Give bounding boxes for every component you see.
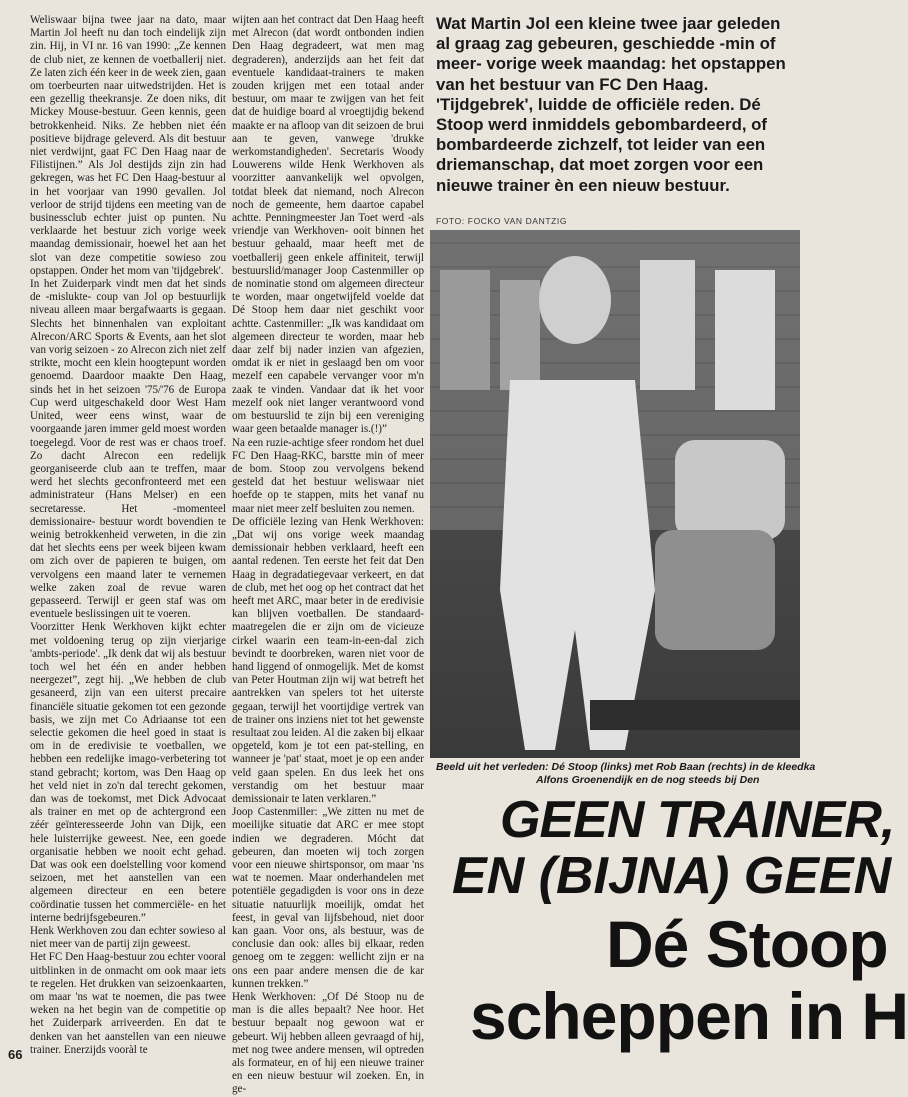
bench — [590, 700, 800, 730]
col1-paragraph-1: Weliswaar bijna twee jaar na dato, maar Martin Jol heeft nu dan toch eindelijk zijn zin. Hij, in VI nr. 16 van 1990: „Ze kennen de club niet, ze kennen de voetballerij niet. Ze laten zich één keer in de week zien, gaan om toerbeurten naar uitwedstrijden. Het is een gezellig theekransje. Ze doen niks, dit Mickey Mouse-bestuur. Geen kennis, geen betrokkenheid. Niks. Ze hebben niet één positieve bijdrage geleverd. Als dit bestuur niet verdwijnt, gaat FC Den Haag naar de Filistijnen.” Als Jol destijds zijn zin had gekregen, was het FC Den Haag-bestuur al in het voorjaar van 1990 gevallen. Jol verloor de strijd tijdens een meeting van de businessclub echter juist op punten. Nu verklaarde het bestuur zich vorige week maandag demissionair, hoewel het aan het slot van deze competitie sowieso zou opstappen. Onder het mom van 'tijdgebrek'. — [30, 14, 226, 277]
photo-caption — [436, 761, 816, 787]
headline-line-1: GEEN TRAINER, — [500, 791, 895, 849]
col1-paragraph-3: Voorzitter Henk Werkhoven kijkt echter met voldoening terug op zijn vierjarige 'ambts-periode'. „Ik denk dat wij als bestuur toch wel het één en ander hebben neergezet”, zegt hij. „We hebben de club gesaneerd, zijn van een uiterst precaire financiële situatie gekomen tot een gezonde basis, we zijn met Co Adriaanse tot een selectie gekomen die heel goed in staat is om in de eredivisie te voetballen, we hebben een redelijke imago-verbetering tot stand gebracht; kortom, was Den Haag op het veld niet in zo'n dal terecht gekomen, dan was de toekomst, met Dick Advocaat als trainer en met op de achtergrond een zéér geïnteresseerde John van Dijk, een hele luisterrijke geweest. Nee, een goede organisatie hebben we nooit echt gehad. Dat was ook een doelstelling voor komend seizoen, met het aanstellen van een algemeen directeur en een betere coördinatie tussen het commerciële- en het interne bedrijfsgebeuren.” — [30, 621, 226, 924]
col2-paragraph-2: Na een ruzie-achtige sfeer rondom het duel FC Den Haag-RKC, barstte min of meer de bom. Stoop zou vervolgens bekend gesteld dat het bestuur weliswaar niet hoefde op te stappen, mits het vanaf nu maar niet meer zelf besluiten zou nemen. — [232, 436, 424, 515]
col1-paragraph-4: Henk Werkhoven zou dan echter sowieso al niet meer van de partij zijn geweest. — [30, 925, 226, 951]
hanging-shirt-3 — [640, 260, 695, 390]
caption-line-2: Alfons Groenendijk en de nog steeds bij Den — [536, 774, 760, 786]
hanging-shirt-2 — [500, 280, 540, 390]
hanging-shirt-4 — [715, 270, 775, 410]
photo-credit: FOTO: FOCKO VAN DANTZIG — [436, 216, 568, 226]
locker-room-photo — [430, 230, 800, 758]
player-1 — [675, 440, 785, 540]
player-2 — [655, 530, 775, 650]
article-column-1 — [30, 14, 226, 1056]
article-column-2 — [232, 14, 424, 1096]
col2-paragraph-1: wijten aan het contract dat Den Haag heeft met Alrecon (dat wordt ontbonden indien Den Haag degradeert, wat men mag degraderen), anderzijds aan het feit dat eventuele kandidaat-trainers te maken zouden krijgen met een totaal ander bestuur, om maar te zwijgen van het feit dat de huidige board al vroegtijdig bekend maakte er na afloop van dit seizoen de brui aan te geven, vanwege 'drukke werkomstandigheden'. Secretaris Woody Louwerens wilde Henk Werkhoven als voorzitter aanvankelijk wel opvolgen, totdat bleek dat niemand, noch Alrecon noch de gemeente, hem daartoe capabel achtte. Penningmeester Jan Toet werd -als vriendje van Werkhoven- ooit binnen het bestuur gehaald, maar heeft met de voetballerij geen enkele affiniteit, terwijl bestuurslid/manager Joop Castenmiller op de nominatie stond om algemeen directeur te worden, maar ongetwijfeld voelde dat Dé Stoop hem daar niet geschikt voor achtte. Castenmiller: „Ik was kandidaat om algemeen directeur te worden, maar heb daar zelf bij nader inzien van afgezien, omdat ik er niet in geslaagd ben om voor mezelf een capabele vervanger voor m'n zaak te vinden. Vandaar dat ik het voor mezelf ook niet langer verantwoord vond om bestuurslid te zijn bij een vereniging waar geen betaalde manager is.(!)” — [232, 14, 424, 436]
headline-line-4: scheppen in H — [470, 979, 908, 1053]
photo-illustration — [430, 230, 800, 758]
caption-line-1: Beeld uit het verleden: Dé Stoop (links) met Rob Baan (rechts) in de kleedka — [436, 761, 816, 773]
page-number: 66 — [8, 1047, 23, 1062]
headline-line-2: EN (BIJNA) GEEN — [452, 847, 892, 905]
col2-paragraph-3: De officiële lezing van Henk Werkhoven: „Dat wij ons vorige week maandag demissionair hebben verklaard, heeft een aantal redenen. Ten eerste het feit dat Den Haag in degradatiegevaar verkeert, en dat de club, met het oog op het contract dat het heeft met ARC, maar beter in de eredivisie kan blijven voetballen. De standaard-maatregelen die er zijn om de vicieuze cirkel waarin een team-in-een-dal zich bevindt te doorbreken, waren niet voor de hand liggend of onmogelijk. Met de komst van Peter Houtman zijn wij wat betreft het aantrekken van spelers tot het uiterste gegaan, terwijl het voortijdige vertrek van de trainer ons inziens niet tot het gewenste resultaat zou leiden. Al die zaken bij elkaar opgeteld, kom je tot een pat-stelling, en wanneer je 'pat' staat, moet je op een ander veld gaan spelen. En dus leek het ons verstandig om het bestuur maar demissionair te laten verklaren.” — [232, 515, 424, 805]
col1-paragraph-2: In het Zuiderpark vindt men dat het sinds de -mislukte- coup van Jol op bestuurlijk niveau alleen maar bergafwaarts is gegaan. Slechts het binnenhalen van exploitant Alrecon/ARC Sports & Events, aan het slot van vorig seizoen - zo Alrecon zich niet zelf strikte, mocht een klein hoogtepunt worden genoemd. Daardoor maakte Den Haag, sinds het in het seizoen '75/'76 de Europa Cup werd uitgeschakeld door West Ham United, weer eens winst, waar de voorgaande jaren immer geld moest worden toegelegd. Voor de rest was er chaos troef. Zo dacht Alrecon een redelijk georganiseerde club aan te treffen, maar werd het slechts geconfronteerd met een administrateur (Hans Melser) en een secretaresse. Het -momenteel demissionaire- bestuur wordt bovendien te weinig betrokkenheid verweten, in die zin dat het slechts eens per week bijeen kwam om zich over de papieren te buigen, om vervolgens een maand later te vernemen welke zaken zoal de revue waren gepasseerd. Terwijl er geen staf was om eventuele beslissingen uit te voeren. — [30, 278, 226, 621]
headline-line-3: Dé Stoop — [606, 907, 888, 981]
man-head — [539, 256, 611, 344]
intro-lead: Wat Martin Jol een kleine twee jaar geleden al graag zag gebeuren, geschiedde -min of meer- vorige week maandag: het opstappen van het bestuur van FC Den Haag. 'Tijdgebrek', luidde de officiële reden. Dé Stoop werd inmiddels gebombardeerd, of bombardeerde zichzelf, tot leider van een driemanschap, dat moet zorgen voor een nieuwe trainer èn een nieuw bestuur. — [436, 14, 786, 195]
col2-paragraph-4: Joop Castenmiller: „We zitten nu met de moeilijke situatie dat ARC er mee stopt indien we degraderen. Mócht dat gebeuren, dan moeten wij toch zorgen voor een nieuwe shirtsponsor, om maar 'ns wat te noemen. Maar onderhandelen met potentiële gegadigden is voor ons in deze situatie natuurlijk moeilijk, omdat het feest, in geval van lijfsbehoud, niet door kan gaan. Voor ons, als bestuur, was de conclusie dan ook: alles bij elkaar, reden genoeg om te zeggen: wellicht zijn er na ons een paar andere mensen die de kar kunnen trekken.” — [232, 806, 424, 990]
col2-paragraph-5: Henk Werkhoven: „Of Dé Stoop nu de man is die alles bepaalt? Nee hoor. Het bestuur bepaalt nog gewoon wat er gebeurt. Wij hebben alleen gevraagd of hij, met nog twee andere mensen, wil optreden als formateur, en of hij een nieuwe trainer en een nieuw bestuur wil zoeken. En, in ge- — [232, 991, 424, 1096]
hanging-shirt-1 — [440, 270, 490, 390]
man-body — [500, 380, 655, 750]
col1-paragraph-5: Het FC Den Haag-bestuur zou echter vooral uitblinken in de onmacht om ook maar iets te regelen. Het drukken van seizoenkaarten, om maar 'ns wat te noemen, die pas twee weken na het begin van de competitie op het Zuiderpark arriveerden. En dat te denken van het aanstellen van een nieuwe trainer. Enerzijds vooràl te — [30, 951, 226, 1056]
